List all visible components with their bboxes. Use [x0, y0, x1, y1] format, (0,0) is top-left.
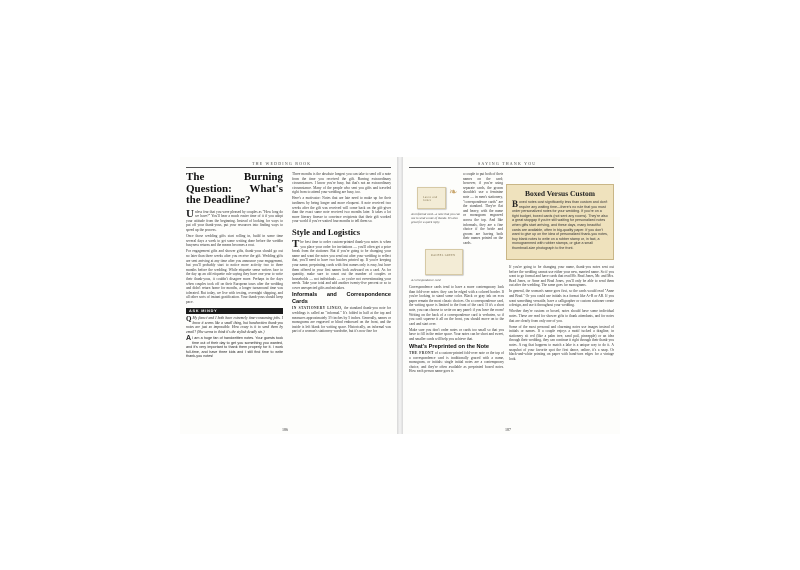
left-page: [180, 157, 397, 434]
sidebar-text: oxed notes cost significantly less than custom and don't require any waiting time—there's no rule that you must order personalized notes for your wedding. If you're on a tight budget, boxed cards (not sent any rooms). They're also a great stopgap if you're still waiting for personalized notes when gifts start arriving, and these days, many beautiful cards are available, often in big-quality paper. If you don't want to give up on the idea of personalized thank-you notes, buy blank notes to write on a rubber stamp or, in fact, a monogrammed with rubber stamps, or glue a small thumbnail-size photograph to the front.: [512, 200, 608, 250]
right-column-2: [509, 265, 614, 427]
subheading: What's Preprinted on the Note: [409, 343, 489, 350]
running-head-right: SAYING THANK YOU: [478, 161, 537, 166]
left-column-2: [292, 172, 391, 427]
paragraph: Three months is the absolute longest you can take to send off a note from the time you received the gift. Barring extraordinary circumstances. I know you're busy, but that's not an extraordinary circumstance. Many of the people who sent you gifts and traveled right from to attend your wedding are busy, too.: [292, 172, 391, 195]
drop-cap: T: [292, 237, 300, 250]
left-column-1: [186, 172, 283, 427]
paragraph: he best time to order custom-printed thank-you notes is when you place your order for invitations — you'll often get a price break from the stationer. But if you're going to be changing your name and want the notes you send out after your wedding to reflect that, you'll need to have two batches printed up. If you're keeping your name, preprinting cards with first names only is easy, but have them offered in your first names look awkward on a card. As for quantity, make sure to count out the number of couples or households — not individuals — so you're not overestimating your needs. Take your total and add another twenty-five percent or so to cover unexpected gifts and mistakes.: [292, 239, 391, 290]
decorative-flourish: ❧: [449, 187, 458, 198]
intro-paragraph: nless fear that you were pleased by couples as "How long do we have?" You'll hear a much easier time of it if you adopt your attitude from the beginning. Instead of looking for ways to put off your thank-yous, put your resources into finding ways to speed up the process.: [186, 209, 283, 233]
section-title: Style and Logistics: [292, 227, 361, 238]
paragraph: a couple to put both of their names on the card; however, if you're using separate cards, the groom shouldn't use a feminine note — in men's stationery, "correspondence cards" are the standard. They're flat and heavy, with the name or monogram engraved across the top. And like informals, they are a fine choice if the bride and groom are having both their names printed on the cards.: [463, 172, 503, 245]
informal-card-image: [417, 187, 446, 209]
ask-answer: A I am a huge fan of handwritten notes. Your guests took time out of their day to get you something you wanted, and it's very important to thank them properly for it. I work full-time, and have three kids and I still find time to write thank-you notes!: [186, 334, 283, 359]
right-page: [403, 157, 620, 434]
correspondence-card-image: [425, 249, 463, 275]
paragraph: Once those wedding gifts start rolling in, build in some time several days a week to get some writing done before the weddin busyness returns and the means becomes a rout.: [186, 234, 283, 248]
paragraph: Whether they're custom or boxed, notes should have some individual notes. These are read for shower gifts to thank attendants, and for notes that are clearly from only one of you.: [509, 309, 614, 323]
drop-cap: U: [186, 207, 194, 220]
drop-cap: B: [512, 199, 519, 209]
sidebar-title: Boxed Versus Custom: [524, 189, 595, 198]
card-name: RACHEL GREEN: [431, 254, 456, 257]
image-caption: An informal card—a note that you can use to send a note of thanks. It's also great for a quick reply.: [411, 212, 461, 224]
right-column-1-bottom: [409, 285, 504, 427]
image-caption: A correspondence card: [411, 278, 441, 282]
header-rule: [409, 167, 614, 168]
page-number-left: 186: [282, 427, 288, 432]
paragraph: Here's a motivator: Notes that are late need to make up for their tardiness by being longer and more eloquent. A note received two weeks after the gift was received will come back on the gift-giver than the exact same note received two months later. It takes a lot more literary finesse to convince recipients that their gift worked your world if you've waited four months to tell them so.: [292, 196, 391, 224]
ask-mindy-header: ASK MINDY: [186, 308, 283, 315]
card-name: Laura and James: [423, 196, 438, 202]
page-number-right: 187: [505, 427, 511, 432]
paragraph: Correspondence cards tend to have a more contemporary look than fold-over notes: they can be edged with a colored border. If you're looking to stand some color. Black or gray ink on ecru paper remain the most classic choices. On a correspondence card, the writing space is limited to the front of the card. If it's a short note, you can choose to write on any panel: if you have the room! Writing on the back of a correspondence card is verboten, so if you can't squeeze it all on the front, you should move on to the card and start over.: [409, 285, 504, 326]
paragraph: In general, the woman's name goes first, so the cards would read "Anne and Brad." Or you could use initials in a format like A+B or AB. If you want something versatile, have a calligrapher or custom stationer create a design, and use it throughout your wedding.: [509, 289, 614, 308]
ask-question: Q My fiancé and I both have extremely time-consuming jobs. I know it seems like a small thing, but handwritten thank-you notes are just so impossible. How crazy is it to send them by email? (She seems to think it's the stylish deadly sin.): [186, 315, 283, 334]
lead-in: IN STATIONERY LINGO,: [292, 306, 343, 311]
right-column-1-top: [463, 172, 503, 267]
paragraph: of a custom-printed fold-over note or the top of a correspondence card is traditionally graced with a name, monogram, or initials: single initial notes are a contemporary choice, and they're often available as preprinted boxed notes. How each person name goes is: [409, 351, 504, 374]
paragraph: If you're going to be changing your name, thank-you notes sent out before the wedding cannot use either your new, married name. So if you want to go formal and have cards that read Mr. Brad Jones, Mr. and Mrs. Brad Jones, or Anne and Brad Jones, you'll only be able to send them out after the wedding. The same goes for monograms.: [509, 265, 614, 288]
paragraph: Make sure you don't order notes or cards too small so that you have to fill in the entire space. Your notes can be short and sweet, and smaller cards will help you achieve that.: [409, 327, 504, 342]
boxed-vs-custom-sidebar: [506, 184, 614, 260]
paragraph: For engagement gifts and shower gifts, thank-yous should go out no later than three weeks after you receive the gift. Wedding gifts are sent arriving at any time after you announce your engagement, but you'll probably start to notice more activity two to three months before the wedding. While etiquette sense writers face to the day up an old etiquette rule saying they have one year to write their thank-yous, it couldn't disagree more. Perhaps in the days when couples took off on their European tours after the wedding and didn't return home for months, a longer turnaround time was tolerated. But today, we live with texting, overnight shipping, and all other sorts of instant gratification. Your thank-yous should keep pace.: [186, 249, 283, 304]
subheading: Informals and Correspondence Cards: [292, 292, 391, 305]
paragraph: the standard thank-you note for weddings is called an "informal." It's folded in half at the top and measures approximately 3½ inches by 5 inches. Generally, names or monograms are engraved or blind embossed on the front, and the inside is left blank for writing space. Historically, an informal was part of a woman's stationery wardrobe, but it's now fine for: [292, 306, 391, 334]
paragraph: Some of the most personal and charming notes use images instead of initials or names. If a couple enjoys a motif tucked a dragline, in stationery sit red (like a palm tree, sand pail, pineapple) or an idea through their wedding, they can continue it right through their thank-you notes. A rug that happens to match a lake is a unique way to do it. A snapshot of your favorite spot the first dance, online, it's a snap. Or black-and-white printing on paper with hand-torn edges for a vintage look.: [509, 324, 614, 361]
lead-in: THE FRONT: [409, 351, 434, 356]
page-title: The Burning Question: What's the Deadline?: [186, 172, 283, 207]
running-head-left: THE WEDDING BOOK: [252, 161, 312, 166]
header-rule: [186, 167, 391, 168]
